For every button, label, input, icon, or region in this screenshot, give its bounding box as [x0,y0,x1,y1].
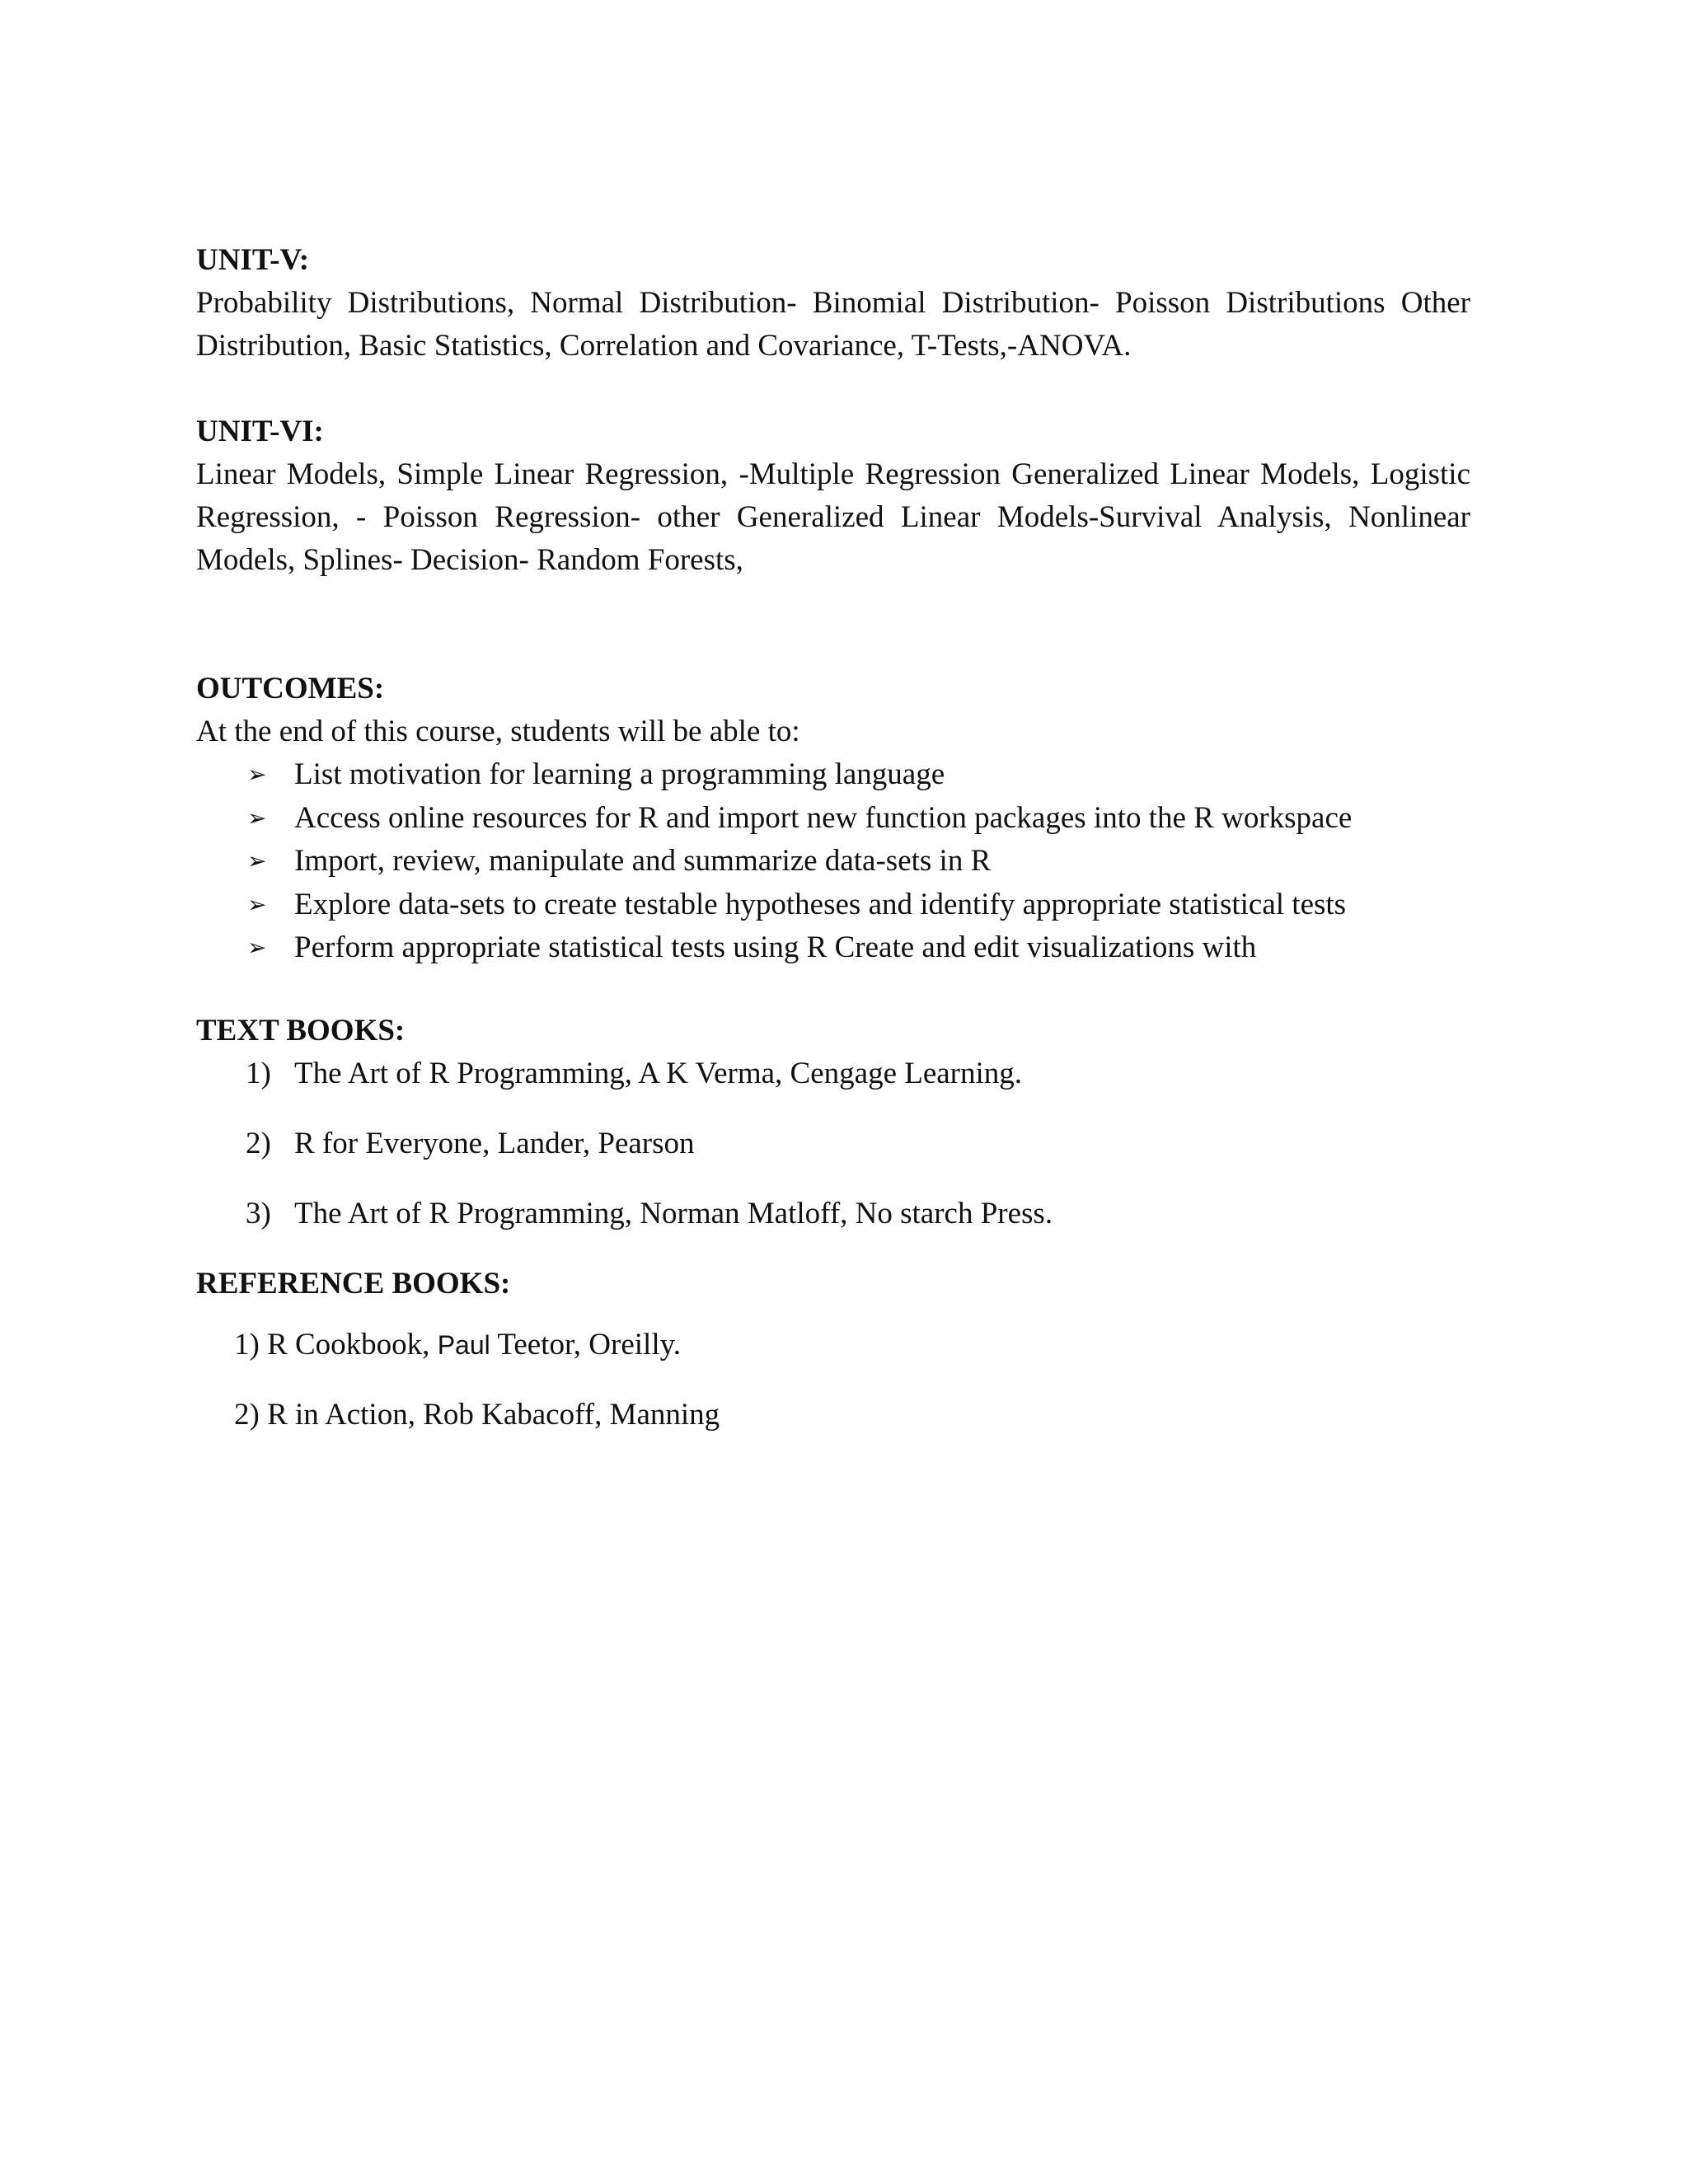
list-item [196,840,1470,883]
unit-6-heading: UNIT-VI: [196,415,324,448]
outcome-text: Perform appropriate statistical tests using R Create and edit visualizations with [294,930,1257,964]
reference-books-list [196,1324,1470,1436]
unit-6-topics: Linear Models, Simple Linear Regression, -Multiple Regression Generalized Linear Models, Logistic Regression, - Poisson Regression- other Generalized Linear Models-Survival Analysis, Nonlinear Models, Splines- Decision- Random Forests, [196,457,1470,577]
arrowhead-bullet-icon: ➢ [247,804,267,832]
outcome-text: List motivation for learning a programming language [294,757,945,791]
ref-citation-start: 1) R Cookbook, [234,1327,438,1361]
list-number: 3) [246,1196,271,1230]
unit-5-heading: UNIT-V: [196,243,310,277]
list-item [196,926,1470,970]
outcomes-heading: OUTCOMES: [196,672,385,705]
outcomes-intro: At the end of this course, students will be able to: [196,715,800,748]
outcome-text: Explore data-sets to create testable hypotheses and identify appropriate statistical tests [294,887,1347,921]
reference-books-section [196,1263,1470,1436]
outcome-text: Import, review, manipulate and summarize data-sets in R [294,844,992,878]
list-item [196,1052,1470,1095]
list-number: 2) [246,1126,271,1160]
list-item [196,1394,1470,1436]
arrowhead-bullet-icon: ➢ [247,847,267,874]
unit-5-section [196,239,1470,368]
list-item [196,753,1470,797]
text-books-list [196,1052,1470,1235]
text-books-section [196,1010,1470,1235]
book-citation: R for Everyone, Lander, Pearson [294,1126,695,1160]
outcome-text: Access online resources for R and import new function packages into the R workspace [294,800,1353,835]
ref-citation-end: Teetor, Oreilly. [490,1327,681,1361]
outcomes-list [196,753,1470,970]
list-number: 1) [246,1056,271,1090]
reference-books-heading: REFERENCE BOOKS: [196,1266,511,1301]
arrowhead-bullet-icon: ➢ [247,890,267,918]
outcomes-section [196,668,1470,970]
unit-6-section [196,410,1470,582]
ref-author-first: Paul [437,1329,490,1360]
unit-5-topics: Probability Distributions, Normal Distribution- Binomial Distribution- Poisson Distributions Other Distribution, Basic Statistics, Correlation and Covariance, T-Tests,-ANOVA. [196,286,1470,363]
book-citation: The Art of R Programming, A K Verma, Cengage Learning. [294,1056,1023,1090]
list-item [196,1193,1470,1235]
arrowhead-bullet-icon: ➢ [247,934,267,961]
text-books-heading: TEXT BOOKS: [196,1013,406,1047]
book-citation: The Art of R Programming, Norman Matloff, No starch Press. [294,1196,1053,1230]
arrowhead-bullet-icon: ➢ [247,761,267,788]
list-item [196,1324,1470,1366]
list-item [196,883,1470,927]
list-item [196,797,1470,841]
ref-citation: 2) R in Action, Rob Kabacoff, Manning [234,1397,720,1432]
syllabus-page [196,239,1470,1464]
list-item [196,1122,1470,1165]
